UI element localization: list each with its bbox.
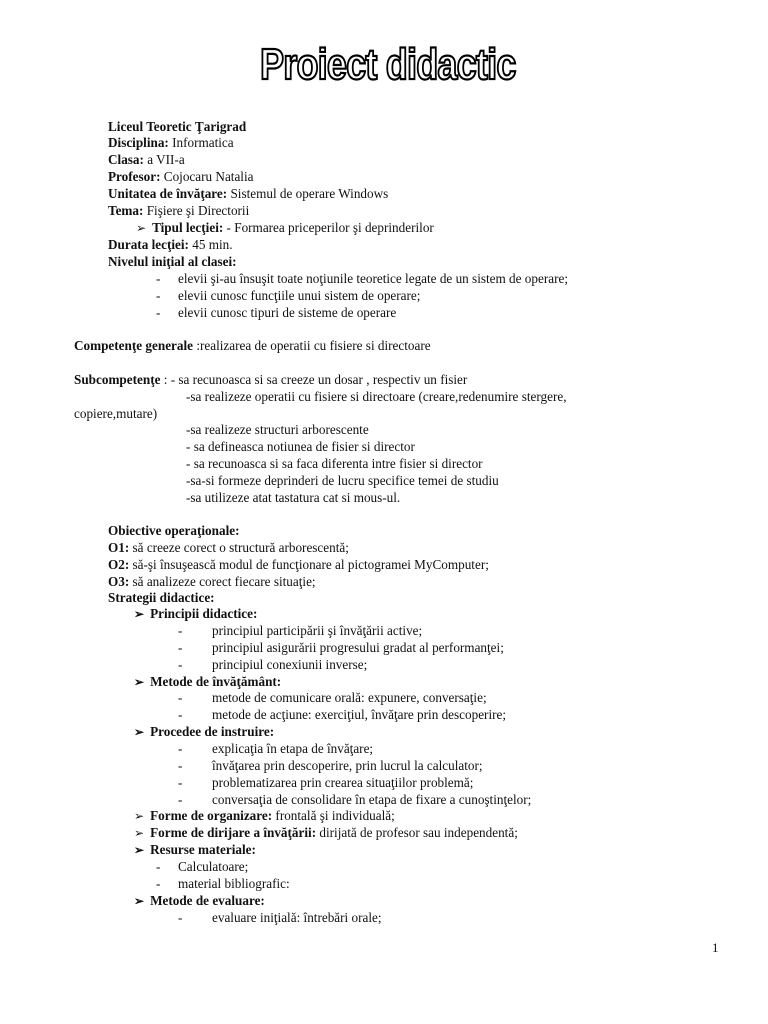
list-bullet: - xyxy=(178,741,183,756)
objective-item xyxy=(108,540,349,556)
list-bullet: - xyxy=(156,271,161,286)
principii-item: principiul participării şi învăţării active; xyxy=(212,623,423,638)
nivel-item: elevii cunosc tipuri de sisteme de operare xyxy=(178,305,397,320)
subcompetente-item: copiere,mutare) xyxy=(74,406,158,421)
nivel-label: Nivelul iniţial al clasei: xyxy=(108,254,237,269)
arrow-bullet-icon: ➢ xyxy=(134,826,145,840)
list-bullet: - xyxy=(156,876,161,891)
principii-item: principiul asigurării progresului gradat al performanţei; xyxy=(212,640,504,655)
metode-heading xyxy=(134,674,281,690)
objective-item xyxy=(108,574,316,590)
list-bullet: - xyxy=(178,792,183,807)
competente-text: :realizarea de operatii cu fisiere si directoare xyxy=(196,338,431,353)
metode-item: metode de acţiune: exerciţiul, învăţare prin descoperire; xyxy=(212,707,507,722)
procedee-item: conversaţia de consolidare în etapa de fixare a cunoştinţelor; xyxy=(212,792,532,807)
resurse-item: Calculatoare; xyxy=(178,859,249,874)
durata-value: 45 min. xyxy=(192,237,233,252)
unitatea-label: Unitatea de învăţare: xyxy=(108,186,228,201)
durata-label: Durata lecţiei: xyxy=(108,237,189,252)
list-bullet: - xyxy=(178,707,183,722)
clasa-label: Clasa: xyxy=(108,152,144,167)
procedee-item: învăţarea prin descoperire, prin lucrul la calculator; xyxy=(212,758,483,773)
principii-label: Principii didactice: xyxy=(150,606,258,621)
procedee-heading xyxy=(134,724,274,740)
list-bullet: - xyxy=(178,640,183,655)
arrow-bullet-icon: ➢ xyxy=(134,843,145,857)
subcompetente-item: - sa recunoasca si sa faca diferenta intre fisier si director xyxy=(186,456,483,471)
forme-dir-label: Forme de dirijare a învăţării: xyxy=(150,825,317,840)
objective-text: să creeze corect o structură arborescentă; xyxy=(132,540,349,555)
tipul-value: - Formarea priceperilor şi deprinderilor xyxy=(226,220,434,235)
list-bullet: - xyxy=(178,758,183,773)
list-bullet: - xyxy=(178,690,183,705)
objective-text: să analizeze corect fiecare situaţie; xyxy=(132,574,316,589)
arrow-bullet-icon: ➢ xyxy=(134,675,145,689)
profesor-value: Cojocaru Natalia xyxy=(163,169,254,184)
tema-line xyxy=(108,203,249,219)
evaluare-heading xyxy=(134,893,265,909)
list-bullet: - xyxy=(178,910,183,925)
arrow-bullet-icon: ➢ xyxy=(134,607,145,621)
subcompetente-item: - sa defineasca notiunea de fisier si director xyxy=(186,439,415,454)
subcompetente-item: -sa-si formeze deprinderi de lucru specifice temei de studiu xyxy=(186,473,499,488)
list-bullet: - xyxy=(178,775,183,790)
subcompetente-item: -sa utilizeze atat tastatura cat si mous-ul. xyxy=(186,490,401,505)
competente-line xyxy=(74,338,431,354)
objective-code: O2: xyxy=(108,557,130,572)
resurse-item: material bibliografic: xyxy=(178,876,290,891)
procedee-label: Procedee de instruire: xyxy=(150,724,275,739)
list-bullet: - xyxy=(156,288,161,303)
evaluare-label: Metode de evaluare: xyxy=(150,893,265,908)
tema-label: Tema: xyxy=(108,203,144,218)
tipul-label: Tipul lecţiei: xyxy=(152,220,224,235)
procedee-item: explicaţia în etapa de învăţare; xyxy=(212,741,374,756)
arrow-bullet-icon: ➢ xyxy=(134,725,145,739)
profesor-label: Profesor: xyxy=(108,169,161,184)
disciplina-value: Informatica xyxy=(172,135,234,150)
objective-item xyxy=(108,557,489,573)
procedee-item: problematizarea prin crearea situaţiilor problemă; xyxy=(212,775,474,790)
tipul-line xyxy=(136,220,434,236)
forme-dir-value: dirijată de profesor sau independentă; xyxy=(319,825,518,840)
resurse-label: Resurse materiale: xyxy=(150,842,256,857)
forme-org-line xyxy=(134,808,395,824)
forme-org-label: Forme de organizare: xyxy=(150,808,273,823)
arrow-bullet-icon: ➢ xyxy=(136,221,147,235)
page-number: 1 xyxy=(712,940,719,955)
list-bullet: - xyxy=(156,305,161,320)
competente-label: Competenţe generale xyxy=(74,338,194,353)
forme-dir-line xyxy=(134,825,518,841)
subcompetente-label: Subcompetenţe xyxy=(74,372,161,387)
forme-org-value: frontală şi individuală; xyxy=(275,808,395,823)
objective-code: O1: xyxy=(108,540,130,555)
clasa-value: a VII-a xyxy=(147,152,185,167)
objective-code: O3: xyxy=(108,574,130,589)
arrow-bullet-icon: ➢ xyxy=(134,809,145,823)
principii-heading xyxy=(134,606,257,622)
subcompetente-first: : - sa recunoasca si sa creeze un dosar , respectiv un fisier xyxy=(163,372,468,387)
unitatea-line xyxy=(108,186,388,202)
list-bullet: - xyxy=(156,859,161,874)
tema-value: Fişiere şi Directorii xyxy=(146,203,250,218)
resurse-heading xyxy=(134,842,256,858)
principii-item: principiul conexiunii inverse; xyxy=(212,657,368,672)
subcompetente-line xyxy=(74,372,467,388)
list-bullet: - xyxy=(178,623,183,638)
disciplina-line xyxy=(108,135,234,151)
strategii-label: Strategii didactice: xyxy=(108,590,215,605)
metode-item: metode de comunicare orală: expunere, conversaţie; xyxy=(212,690,487,705)
unitatea-value: Sistemul de operare Windows xyxy=(230,186,389,201)
clasa-line xyxy=(108,152,185,168)
disciplina-label: Disciplina: xyxy=(108,135,169,150)
school-name: Liceul Teoretic Ţarigrad xyxy=(108,119,247,134)
profesor-line xyxy=(108,169,254,185)
durata-line xyxy=(108,237,233,253)
nivel-item: elevii cunosc funcţiile unui sistem de operare; xyxy=(178,288,421,303)
objective-text: să-şi însuşească modul de funcţionare al pictogramei MyComputer; xyxy=(132,557,489,572)
page-title: Proiect didactic xyxy=(260,40,516,89)
metode-label: Metode de învăţământ: xyxy=(150,674,282,689)
subcompetente-item: -sa realizeze structuri arborescente xyxy=(186,422,369,437)
nivel-item: elevii şi-au însuşit toate noţiunile teoretice legate de un sistem de operare; xyxy=(178,271,568,286)
obiective-label: Obiective operaţionale: xyxy=(108,523,240,538)
subcompetente-item: -sa realizeze operatii cu fisiere si directoare (creare,redenumire stergere, xyxy=(186,389,567,404)
arrow-bullet-icon: ➢ xyxy=(134,894,145,908)
evaluare-item: evaluare iniţială: întrebări orale; xyxy=(212,910,382,925)
list-bullet: - xyxy=(178,657,183,672)
